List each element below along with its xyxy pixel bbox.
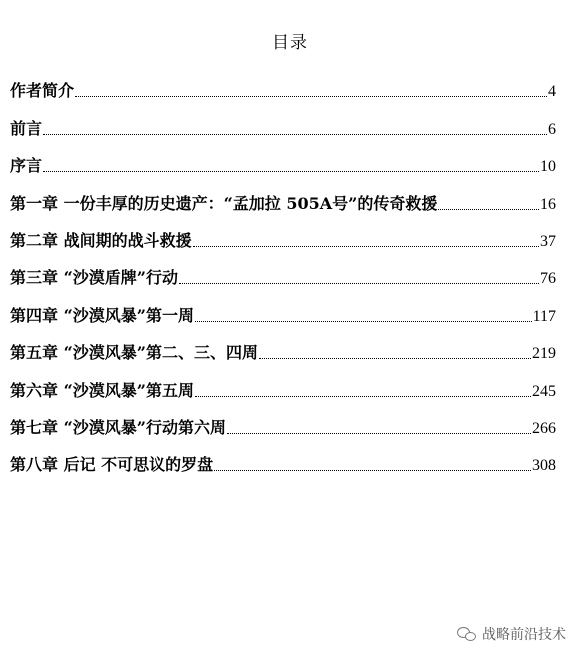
toc-entry-chapter-5[interactable]: [10, 326, 556, 363]
toc-page-number: 117: [532, 307, 556, 325]
toc-dot-leader: [259, 358, 531, 359]
toc-entry-label: 第三章 “沙漠盾牌”行动: [10, 268, 178, 288]
toc-entry-label: 第二章 战间期的战斗救援: [10, 230, 192, 250]
toc-page-number: 245: [532, 382, 556, 400]
toc-entry-preface[interactable]: [10, 139, 556, 176]
toc-entry-label: 第五章 “沙漠风暴”第二、三、四周: [10, 343, 258, 363]
toc-entry-chapter-8[interactable]: [10, 438, 556, 475]
toc-dot-leader: [195, 321, 532, 322]
toc-entry-chapter-7[interactable]: [10, 401, 556, 438]
toc-page-number: 76: [540, 270, 556, 288]
toc-entry-label: 序言: [10, 156, 43, 176]
page-title: 目录: [272, 33, 308, 53]
toc-entry-label: 作者简介: [10, 81, 75, 101]
toc-entry-chapter-2[interactable]: [10, 214, 556, 251]
toc-page-number: 6: [548, 120, 556, 138]
toc-entry-label: 第八章 后记 不可思议的罗盘: [10, 455, 214, 475]
table-of-contents: [10, 64, 556, 475]
toc-entry-label: 第一章 一份丰厚的历史遗产：“孟加拉 505A号”的传奇救援: [10, 193, 438, 213]
toc-dot-leader: [438, 209, 539, 210]
toc-dot-leader: [75, 96, 547, 97]
toc-page-number: 308: [532, 457, 556, 475]
toc-dot-leader: [43, 171, 539, 172]
toc-entry-author-bio[interactable]: [10, 64, 556, 101]
toc-entry-chapter-4[interactable]: [10, 288, 556, 325]
toc-page-number: 37: [540, 232, 556, 250]
toc-page-number: 16: [540, 195, 556, 213]
toc-entry-chapter-6[interactable]: [10, 363, 556, 400]
toc-dot-leader: [179, 283, 539, 284]
toc-page-number: 219: [532, 345, 556, 363]
toc-page-number: 4: [548, 83, 556, 101]
toc-page-number: 10: [540, 158, 556, 176]
toc-entry-label: 第六章 “沙漠风暴”第五周: [10, 380, 194, 400]
toc-entry-chapter-3[interactable]: [10, 251, 556, 288]
toc-entry-chapter-1[interactable]: [10, 176, 556, 213]
toc-dot-leader: [195, 396, 531, 397]
toc-dot-leader: [227, 433, 531, 434]
toc-entry-label: 前言: [10, 118, 43, 138]
watermark-text: 战略前沿技术: [482, 627, 566, 643]
toc-dot-leader: [193, 246, 539, 247]
wechat-icon: [457, 626, 477, 642]
watermark: [457, 624, 566, 644]
toc-dot-leader: [214, 470, 531, 471]
toc-page-number: 266: [532, 419, 556, 437]
toc-dot-leader: [43, 134, 547, 135]
toc-entry-label: 第四章 “沙漠风暴”第一周: [10, 305, 194, 325]
toc-entry-label: 第七章 “沙漠风暴”行动第六周: [10, 417, 226, 437]
toc-entry-foreword[interactable]: [10, 101, 556, 138]
